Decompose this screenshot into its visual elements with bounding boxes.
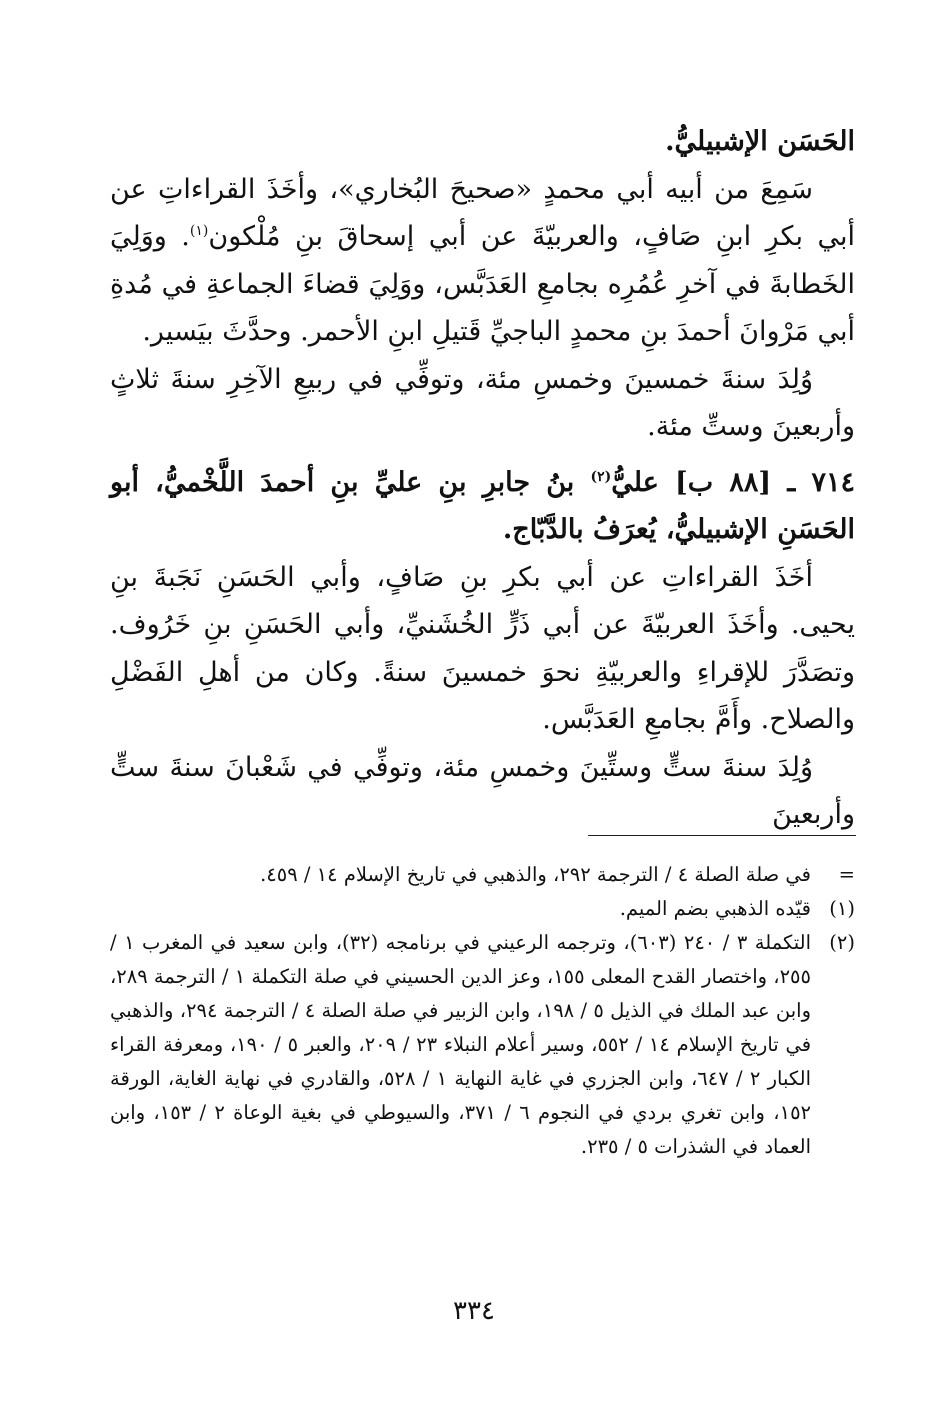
paragraph-5: أخَذَ القراءاتِ عن أبي بكرِ بنِ صَافٍ، وأبي الحَسَنِ نَجَبةَ بنِ يحيى. وأخَذَ العربيّةَ عن أبي ذَرٍّ الخُشَنيِّ، وأبي الحَسَنِ بنِ خَرُوف. وتصَدَّرَ للإقراءِ والعربيّةِ نحوَ خمسينَ سنةً. وكان من أهلِ الفَضْلِ والصلاح. وأَمَّ بجامعِ العَدَبَّس. xyxy=(110,561,855,735)
paragraph-3: وُلِدَ سنةَ خمسينَ وخمسِ مئة، وتوفِّي في ربيعِ الآخِرِ سنةَ ثلاثٍ وأربعينَ وستِّ مئة. xyxy=(110,363,855,442)
footnote-1 xyxy=(110,892,855,926)
footnote-text: قيّده الذهبي بضم الميم. xyxy=(619,897,811,920)
page-number: ٣٣٤ xyxy=(453,1296,495,1326)
footnote-mark: (٢) xyxy=(829,931,855,954)
paragraph-2-text: سَمِعَ من أبيه أبي محمدٍ «صحيحَ البُخاري»، وأخَذَ القراءاتِ عن أبي بكرِ ابنِ صَافٍ، والعربيّةَ عن أبي إسحاقَ بنِ مُلْكون xyxy=(110,173,855,252)
footnote-continued xyxy=(110,858,855,892)
footnote-2 xyxy=(110,926,855,1164)
footnote-ref-2: (٢) xyxy=(590,468,612,485)
footnote-text: التكملة ٣ / ٢٤٠ (٦٠٣)، وترجمه الرعيني في برنامجه (٣٢)، وابن سعيد في المغرب ١ / ٢٥٥، واختصار القدح المعلى ١٥٥، وعز الدين الحسيني في صلة التكملة ١ / الترجمة ٢٨٩، وابن عبد الملك في الذيل ٥ / ١٩٨، وابن الزبير في صلة الصلة ٤ / الترجمة ٢٩٤، والذهبي في تاريخ الإسلام ١٤ / ٥٥٢، وسير أعلام النبلاء ٢٣ / ٢٠٩، والعبر ٥ / ١٩٠، ومعرفة القراء الكبار ٢ / ٦٤٧، وابن الجزري في غاية النهاية ١ / ٥٢٨، والقادري في نهاية الغاية، الورقة ١٥٢، وابن تغري بردي في النجوم ٦ / ٣٧١، والسيوطي في بغية الوعاة ٢ / ١٥٣، وابن العماد في الشذرات ٥ / ٢٣٥. xyxy=(110,931,812,1158)
footnotes xyxy=(110,858,855,1164)
footnote-mark: = xyxy=(838,863,855,886)
entry-heading xyxy=(110,459,855,554)
entry-heading-text: ٧١٤ ـ [٨٨ ب] عليُّ xyxy=(611,466,856,498)
footnote-mark: (١) xyxy=(829,897,855,920)
footnote-ref-1: (١) xyxy=(189,223,209,239)
main-text xyxy=(110,118,855,839)
entry-heading-tail: بنُ جابرِ بنِ عليِّ بنِ أحمدَ اللَّخْميُّ، أبو الحَسَنِ الإشبيليُّ، يُعرَفُ بالدَّبّاج. xyxy=(110,466,855,545)
footnote-text: في صلة الصلة ٤ / الترجمة ٢٩٢، والذهبي في تاريخ الإسلام ١٤ / ٤٥٩. xyxy=(260,863,811,886)
paragraph-6: وُلِدَ سنةَ ستٍّ وستِّينَ وخمسِ مئة، وتوفِّي في شَعْبانَ سنةَ ستٍّ وأربعينَ xyxy=(110,751,855,830)
paragraph-2 xyxy=(110,166,855,356)
footnote-divider xyxy=(588,835,856,836)
paragraph-1: الحَسَن الإشبيليُّ. xyxy=(665,126,855,157)
paragraph-2-tail: . ووَلِيَ الخَطابةَ في آخرِ عُمُرِه بجامعِ العَدَبَّس، ووَلِيَ قضاءَ الجماعةِ في مُدةِ أبي مَرْوانَ أحمدَ بنِ محمدٍ الباجيِّ قَتيلِ ابنِ الأحمر. وحدَّثَ بيَسير. xyxy=(110,221,855,347)
